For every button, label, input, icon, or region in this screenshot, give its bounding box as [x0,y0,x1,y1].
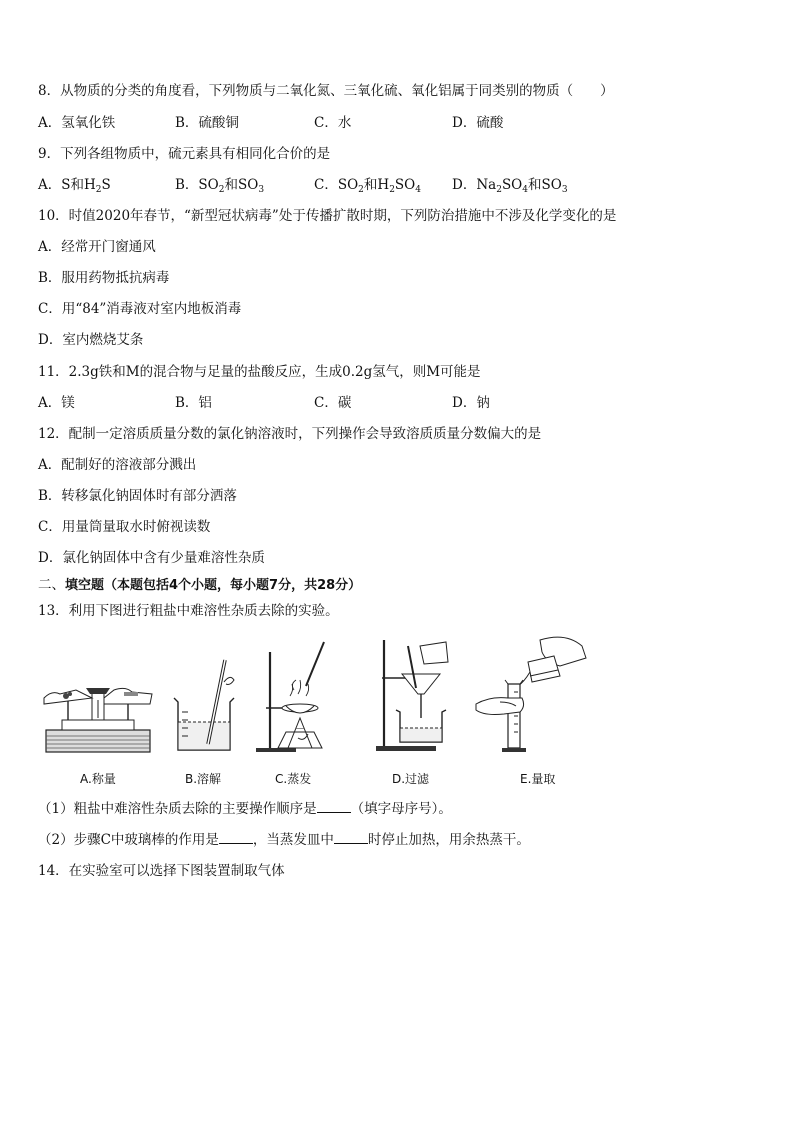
filtration-figure [372,632,456,762]
q11-stem: 11．2.3g铁和M的混合物与足量的盐酸反应，生成0.2g氢气，则M可能是 [38,364,481,380]
measuring-figure [470,632,594,762]
q14-stem: 14．在实验室可以选择下图装置制取气体 [38,863,285,879]
q9-option-a: A．S和$H_2S$ [38,177,111,195]
answer-blank-3[interactable] [334,831,368,844]
q13-subquestion-1: （1）粗盐中难溶性杂质去除的主要操作顺序是 （填字母序号）。 [38,801,452,817]
q12-stem: 12．配制一定溶质质量分数的氯化钠溶液时，下列操作会导致溶质质量分数偏大的是 [38,426,542,442]
caption-e: E.量取 [520,772,556,786]
q11-option-d: D．钠 [452,395,490,411]
caption-d: D.过滤 [392,772,430,786]
q8-option-c: C．水 [314,115,352,131]
q9-stem: 9．下列各组物质中，硫元素具有相同化合价的是 [38,146,331,162]
section-number: 二、 [38,577,65,593]
q9-option-c: C．$SO_2$和$H_2SO_4$ [314,177,421,195]
q12-option-c: C．用量筒量取水时俯视读数 [38,519,211,535]
q10-option-d: D．室内燃烧艾条 [38,332,144,348]
q8-option-a: A．氢氧化铁 [38,115,116,131]
caption-a: A.称量 [80,772,116,786]
caption-b: B.溶解 [185,772,222,786]
q10-option-a: A．经常开门窗通风 [38,239,156,255]
q13-subquestion-2: （2）步骤C中玻璃棒的作用是 ，当蒸发皿中 时停止加热，用余热蒸干。 [38,832,530,848]
q9-options [38,176,758,194]
q11-option-a: A．镁 [38,395,75,411]
q8-options [38,114,758,132]
q8-option-d: D．硫酸 [452,115,504,131]
balance-figure [40,632,156,762]
q11-option-c: C．碳 [314,395,352,411]
caption-c: C.蒸发 [275,772,312,786]
q8-stem: 8．从物质的分类的角度看，下列物质与二氧化氮、三氧化硫、氧化铝属于同类别的物质（ ） [38,83,614,99]
answer-blank-2[interactable] [219,831,253,844]
dissolve-figure [168,632,248,762]
answer-blank-1[interactable] [317,800,351,813]
q10-stem: 10．时值2020年春节，“新型冠状病毒”处于传播扩散时期，下列防治措施中不涉及化学变化的是 [38,208,617,224]
q8-option-b: B．硫酸铜 [175,115,239,131]
q9-option-b: B．$SO_2$和$SO_3$ [175,177,265,195]
q12-option-d: D．氯化钠固体中含有少量难溶性杂质 [38,550,265,566]
evaporation-figure [252,632,336,762]
q13-stem: 13．利用下图进行粗盐中难溶性杂质去除的实验。 [38,603,339,619]
q12-option-b: B．转移氯化钠固体时有部分洒落 [38,488,237,504]
q10-option-b: B．服用药物抵抗病毒 [38,270,170,286]
section-title: 填空题（本题包括4个小题，每小题7分，共28分） [65,578,362,593]
q11-options [38,394,758,412]
q9-option-d: D．$Na_2SO_4$和$SO_3$ [452,177,568,195]
section-heading [38,576,361,595]
q10-option-c: C．用“84”消毒液对室内地板消毒 [38,301,242,317]
q11-option-b: B．铝 [175,395,212,411]
q12-option-a: A．配制好的溶液部分溅出 [38,457,197,473]
